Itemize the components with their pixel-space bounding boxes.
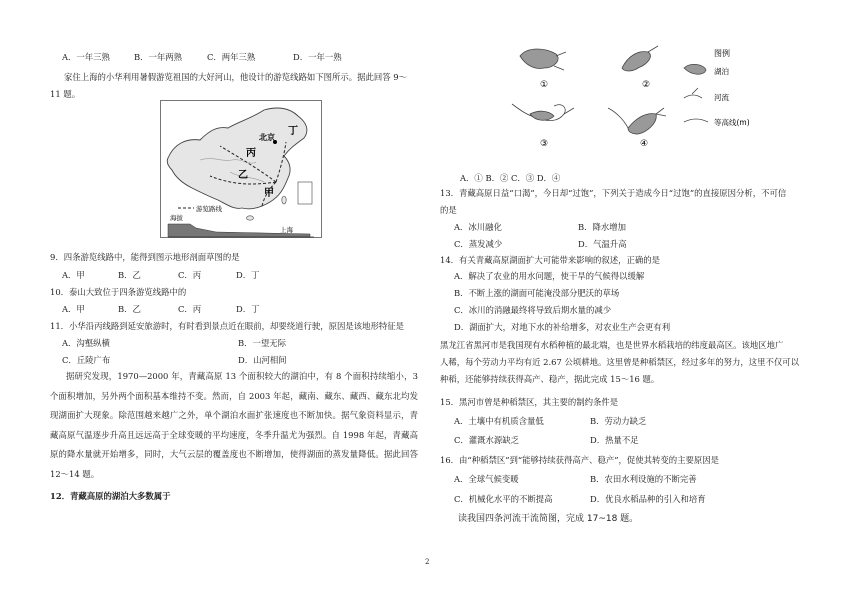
- passage-15-16-line1: 黑龙江省黑河市是我国现有水稻种植的最北端，也是世界水稻栽培的纬度最高区。该地区地广: [440, 340, 784, 350]
- q14-option-c: C．冰川的消融最终将导致后期水量的减少: [454, 305, 612, 315]
- legend-title: 图例: [714, 49, 730, 58]
- q14-option-d: D．湖面扩大，对地下水的补给增多，对农业生产会更有利: [454, 322, 671, 332]
- lake-num-1: ①: [540, 80, 549, 90]
- q10-stem: 10．泰山大致位于四条游览线路中的: [50, 287, 187, 297]
- q9-stem: 9．四条游览线路中，能得到图示地形剖面草图的是: [50, 252, 240, 262]
- passage-15-16-line2: 人稀，每个劳动力平均有近 2.67 公顷耕地。这里曾是种稻禁区，经过多年的努力，这里不仅可以: [440, 357, 799, 367]
- lake-num-3: ③: [540, 139, 549, 149]
- q9-option-a: A．甲: [62, 270, 85, 280]
- q12-options: A．① B．② C．③ D．④: [460, 173, 561, 183]
- lake-num-2: ②: [642, 80, 651, 90]
- q16-option-d: D．优良水稻品种的引入和培育: [590, 494, 706, 504]
- q8-option-d: D．一年一熟: [293, 52, 342, 62]
- q8-option-b: B．一年两熟: [134, 52, 183, 62]
- q15-option-c: C．灌溉水源缺乏: [454, 435, 520, 445]
- q13-option-a: A．冰川融化: [454, 222, 502, 232]
- q11-stem: 11．小华沿丙线路到延安旅游时，有时看到景点近在眼前，却要绕道行驶，原因是该地形特征是: [50, 321, 405, 331]
- route-legend-text: 游览路线: [196, 205, 222, 213]
- q13-option-c: C．蒸发减少: [454, 239, 503, 249]
- q15-stem: 15．黑河市曾是种稻禁区，其主要的制约条件是: [440, 397, 619, 407]
- q14-option-b: B．不断上涨的湖面可能淹没部分肥沃的草场: [454, 288, 620, 298]
- q16-stem: 16．由“种稻禁区”到“能够持续获得高产、稳产”，促使其转变的主要原因是: [440, 455, 720, 465]
- legend-river-label: 河流: [714, 93, 729, 102]
- q13-stem-line2: 的是: [440, 205, 457, 215]
- lake-1: [520, 49, 558, 69]
- q8-option-c: C．两年三熟: [207, 52, 256, 62]
- lake-diagram: [508, 42, 758, 154]
- q12-stem: 12．青藏高原的湖泊大多数属于: [50, 491, 171, 501]
- passage-15-16-line3: 种稻，还能够持续获得高产、稳产，据此完成 15～16 题。: [440, 374, 660, 384]
- map-label-bing: 丙: [246, 148, 256, 159]
- q11-option-a: A．沟壑纵横: [62, 338, 110, 348]
- instruction-17-18: 读我国四条河流干流简图，完成 17~18 题。: [458, 514, 639, 524]
- q13-stem-line1: 13．青藏高原日益“口渴”，今日却“过饱”，下列关于造成今日“过饱”的直接原因分析，不可信: [440, 188, 787, 198]
- lake-2: [622, 52, 650, 71]
- q14-option-a: A．解决了农业的用水问题，使干旱的气候得以缓解: [454, 271, 645, 281]
- page-number: 2: [425, 558, 430, 566]
- legend-contour-label: 等高线(m): [714, 118, 750, 127]
- q13-option-d: D．气温升高: [578, 239, 627, 249]
- q10-option-d: D．丁: [236, 304, 260, 314]
- map-label-beijing: 北京: [259, 133, 275, 142]
- q9-option-d: D．丁: [236, 270, 260, 280]
- q10-option-a: A．甲: [62, 304, 85, 314]
- q13-option-b: B．降水增加: [578, 222, 627, 232]
- intro-9-11-line1: 家住上海的小华利用暑假游览祖国的大好河山，他设计的游览线路如下图所示。据此回答 9～: [64, 72, 407, 82]
- q15-option-a: A．土壤中有机质含量低: [454, 416, 544, 426]
- lake-3: [530, 111, 554, 120]
- profile-altitude-label: 海拔: [170, 214, 183, 222]
- legend-contour-swatch: [684, 119, 708, 122]
- map-label-ding: 丁: [288, 126, 298, 137]
- q8-option-a: A．一年三熟: [62, 52, 110, 62]
- legend-lake-label: 湖泊: [714, 67, 729, 76]
- south-china-sea-inset: [298, 182, 312, 204]
- lake-num-4: ④: [640, 139, 649, 149]
- q15-option-d: D．热量不足: [590, 435, 639, 445]
- china-route-map: [160, 100, 322, 238]
- q10-option-c: C．丙: [178, 304, 202, 314]
- map-label-yi: 乙: [238, 170, 248, 181]
- q9-option-c: C．丙: [178, 270, 202, 280]
- q9-option-b: B．乙: [118, 270, 141, 280]
- passage-12-14: 据研究发现，1970—2000 年，青藏高原 13 个面积较大的湖泊中，有 8 个面积持续缩小，3 个面积增加，另外两个面积基本维持不变。然而，自 2003 年起，藏南、藏东、藏西、藏东北均发现湖面扩大现象。除范围越来越广之外，单个湖泊水面扩张速度也不断加快。据气象资料显示，青藏高原气温逐步升高且远远高于全球变暖的平均速度，冬季升温尤为强烈。自 1998 年起，青藏高原的降水量就开始增多，同时，大气云层的覆盖度也不断增加，使得湖面的蒸发量降低。据此回答 12～14 题。: [50, 371, 418, 479]
- map-label-jia: 甲: [264, 188, 274, 199]
- q11-option-b: B．一望无际: [238, 338, 287, 348]
- q15-option-b: B．劳动力缺乏: [590, 416, 647, 426]
- profile-shanghai-label: 上海: [280, 226, 293, 234]
- q14-stem: 14．有关青藏高原湖面扩大可能带来影响的叙述，正确的是: [440, 255, 661, 265]
- lake-4: [628, 114, 656, 134]
- q16-option-c: C．机械化水平的不断提高: [454, 494, 553, 504]
- china-map-svg: [160, 100, 322, 238]
- q11-option-d: D．山河相间: [238, 355, 287, 365]
- legend-river-swatch: [684, 88, 702, 98]
- q16-option-b: B．农田水利设施的不断完善: [590, 474, 697, 484]
- q10-option-b: B．乙: [118, 304, 141, 314]
- q11-option-c: C．丘陵广布: [62, 355, 111, 365]
- intro-9-11-line2: 11 题。: [50, 89, 81, 99]
- legend-lake-swatch: [684, 64, 706, 74]
- q16-option-a: A．全球气候变暖: [454, 474, 519, 484]
